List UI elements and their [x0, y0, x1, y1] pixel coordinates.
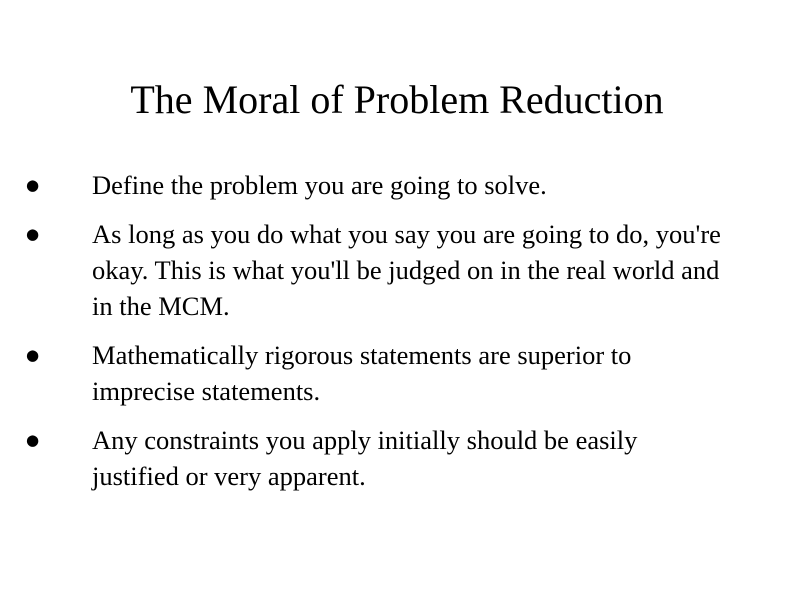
- bullet-text: Define the problem you are going to solve.: [92, 170, 547, 200]
- bullet-text: As long as you do what you say you are going to do, you're okay. This is what you'll be judged on in the real world and in the MCM.: [92, 219, 721, 321]
- bullet-dot-icon: ●: [26, 431, 40, 449]
- bullet-item: [26, 422, 726, 494]
- bullet-item: [26, 167, 726, 203]
- bullet-dot-icon: ●: [26, 346, 40, 364]
- bullet-text: Any constraints you apply initially should be easily justified or very apparent.: [92, 425, 638, 491]
- bullet-list: [26, 167, 726, 494]
- bullet-dot-icon: ●: [26, 225, 40, 243]
- bullet-text: Mathematically rigorous statements are superior to imprecise statements.: [92, 340, 632, 406]
- slide-title: The Moral of Problem Reduction: [130, 77, 664, 122]
- bullet-dot-icon: ●: [26, 176, 40, 194]
- bullet-item: [26, 216, 726, 324]
- bullet-item: [26, 337, 726, 409]
